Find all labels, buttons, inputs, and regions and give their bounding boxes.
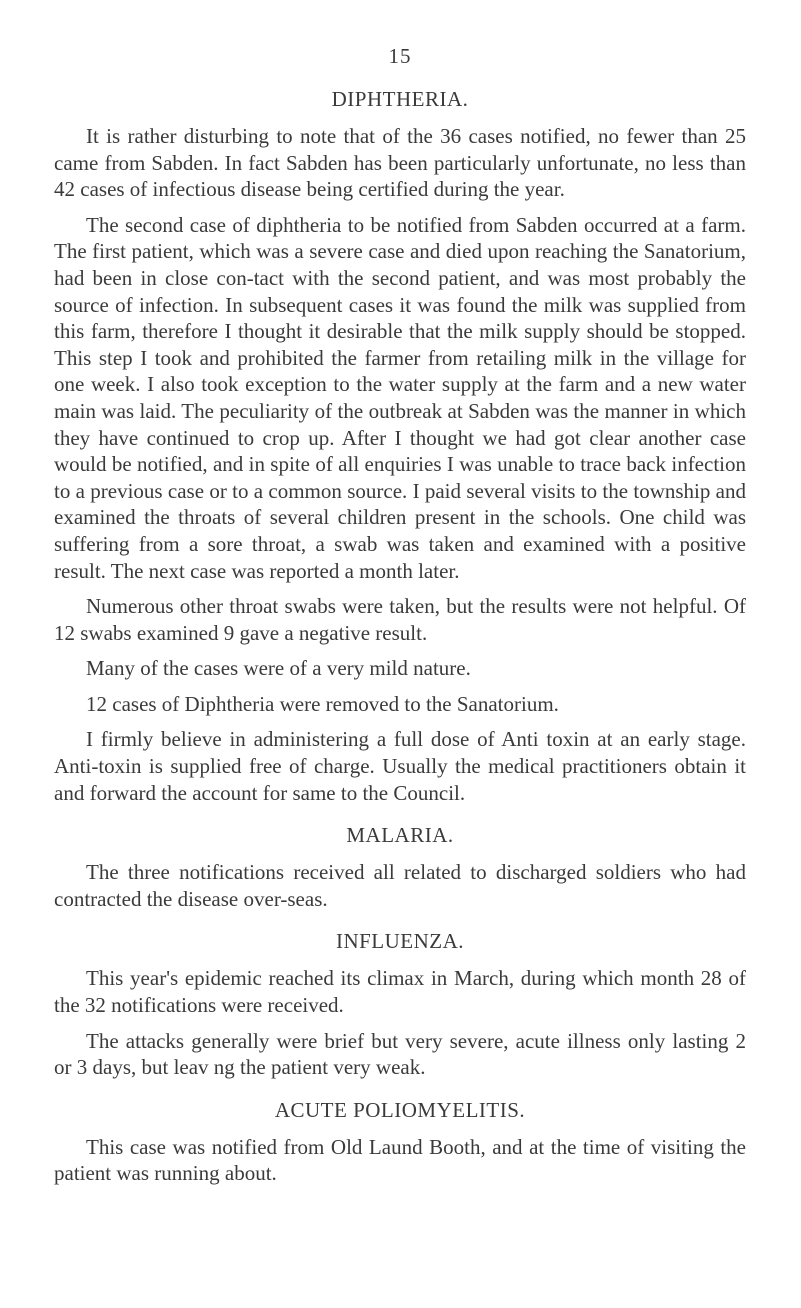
diphtheria-paragraph: The second case of diphtheria to be notified from Sabden occurred at a farm. The first patient, which was a severe case and died upon reaching the Sanatorium, had been in close con-tact with the second patient, and was most probably the source of infection. In subsequent cases it was found the milk was supplied from this farm, therefore I thought it desirable that the milk supply should be stopped. This step I took and prohibited the farmer from retailing milk in the village for one week. I also took exception to the water supply at the farm and a new water main was laid. The peculiarity of the outbreak at Sabden was the manner in which they have continued to crop up. After I thought we had got clear another case would be notified, and in spite of all enquiries I was unable to trace back infection to a previous case or to a common source. I paid several visits to the township and examined the throats of several children present in the schools. One child was suffering from a sore throat, a swab was taken and examined with a positive result. The next case was reported a month later. <box>54 212 746 583</box>
document-page <box>54 42 746 1187</box>
diphtheria-paragraph: I firmly believe in administering a full dose of Anti toxin at an early stage. Anti-toxin is supplied free of charge. Usually the medical practitioners obtain it and forward the account for same to the Council. <box>54 727 746 805</box>
heading-malaria: MALARIA. <box>346 823 454 848</box>
heading-acute-poliomyelitis: ACUTE POLIOMYELITIS. <box>274 1097 526 1122</box>
malaria-paragraph: The three notifications received all related to discharged soldiers who had contracted the disease over-seas. <box>54 860 746 911</box>
diphtheria-paragraph: Many of the cases were of a very mild nature. <box>86 656 471 681</box>
polio-paragraph: This case was notified from Old Laund Booth, and at the time of visiting the patient was running about. <box>54 1134 746 1186</box>
heading-diphtheria: DIPHTHERIA. <box>331 87 469 111</box>
influenza-paragraph: The attacks generally were brief but very severe, acute illness only lasting 2 or 3 days, but leav ng the patient very weak. <box>54 1028 746 1080</box>
heading-influenza: INFLUENZA. <box>335 929 465 954</box>
influenza-paragraph: This year's epidemic reached its climax in March, during which month 28 of the 32 notifications were received. <box>54 966 746 1018</box>
diphtheria-paragraph: 12 cases of Diphtheria were removed to the Sanatorium. <box>86 691 559 716</box>
diphtheria-paragraph: Numerous other throat swabs were taken, but the results were not helpful. Of 12 swabs examined 9 gave a negative result. <box>54 594 746 645</box>
page-number: 15 <box>388 44 412 68</box>
diphtheria-paragraph: It is rather disturbing to note that of the 36 cases notified, no fewer than 25 came from Sabden. In fact Sabden has been particularly unfortunate, no less than 42 cases of infectious disease being certified during the year. <box>54 124 746 202</box>
